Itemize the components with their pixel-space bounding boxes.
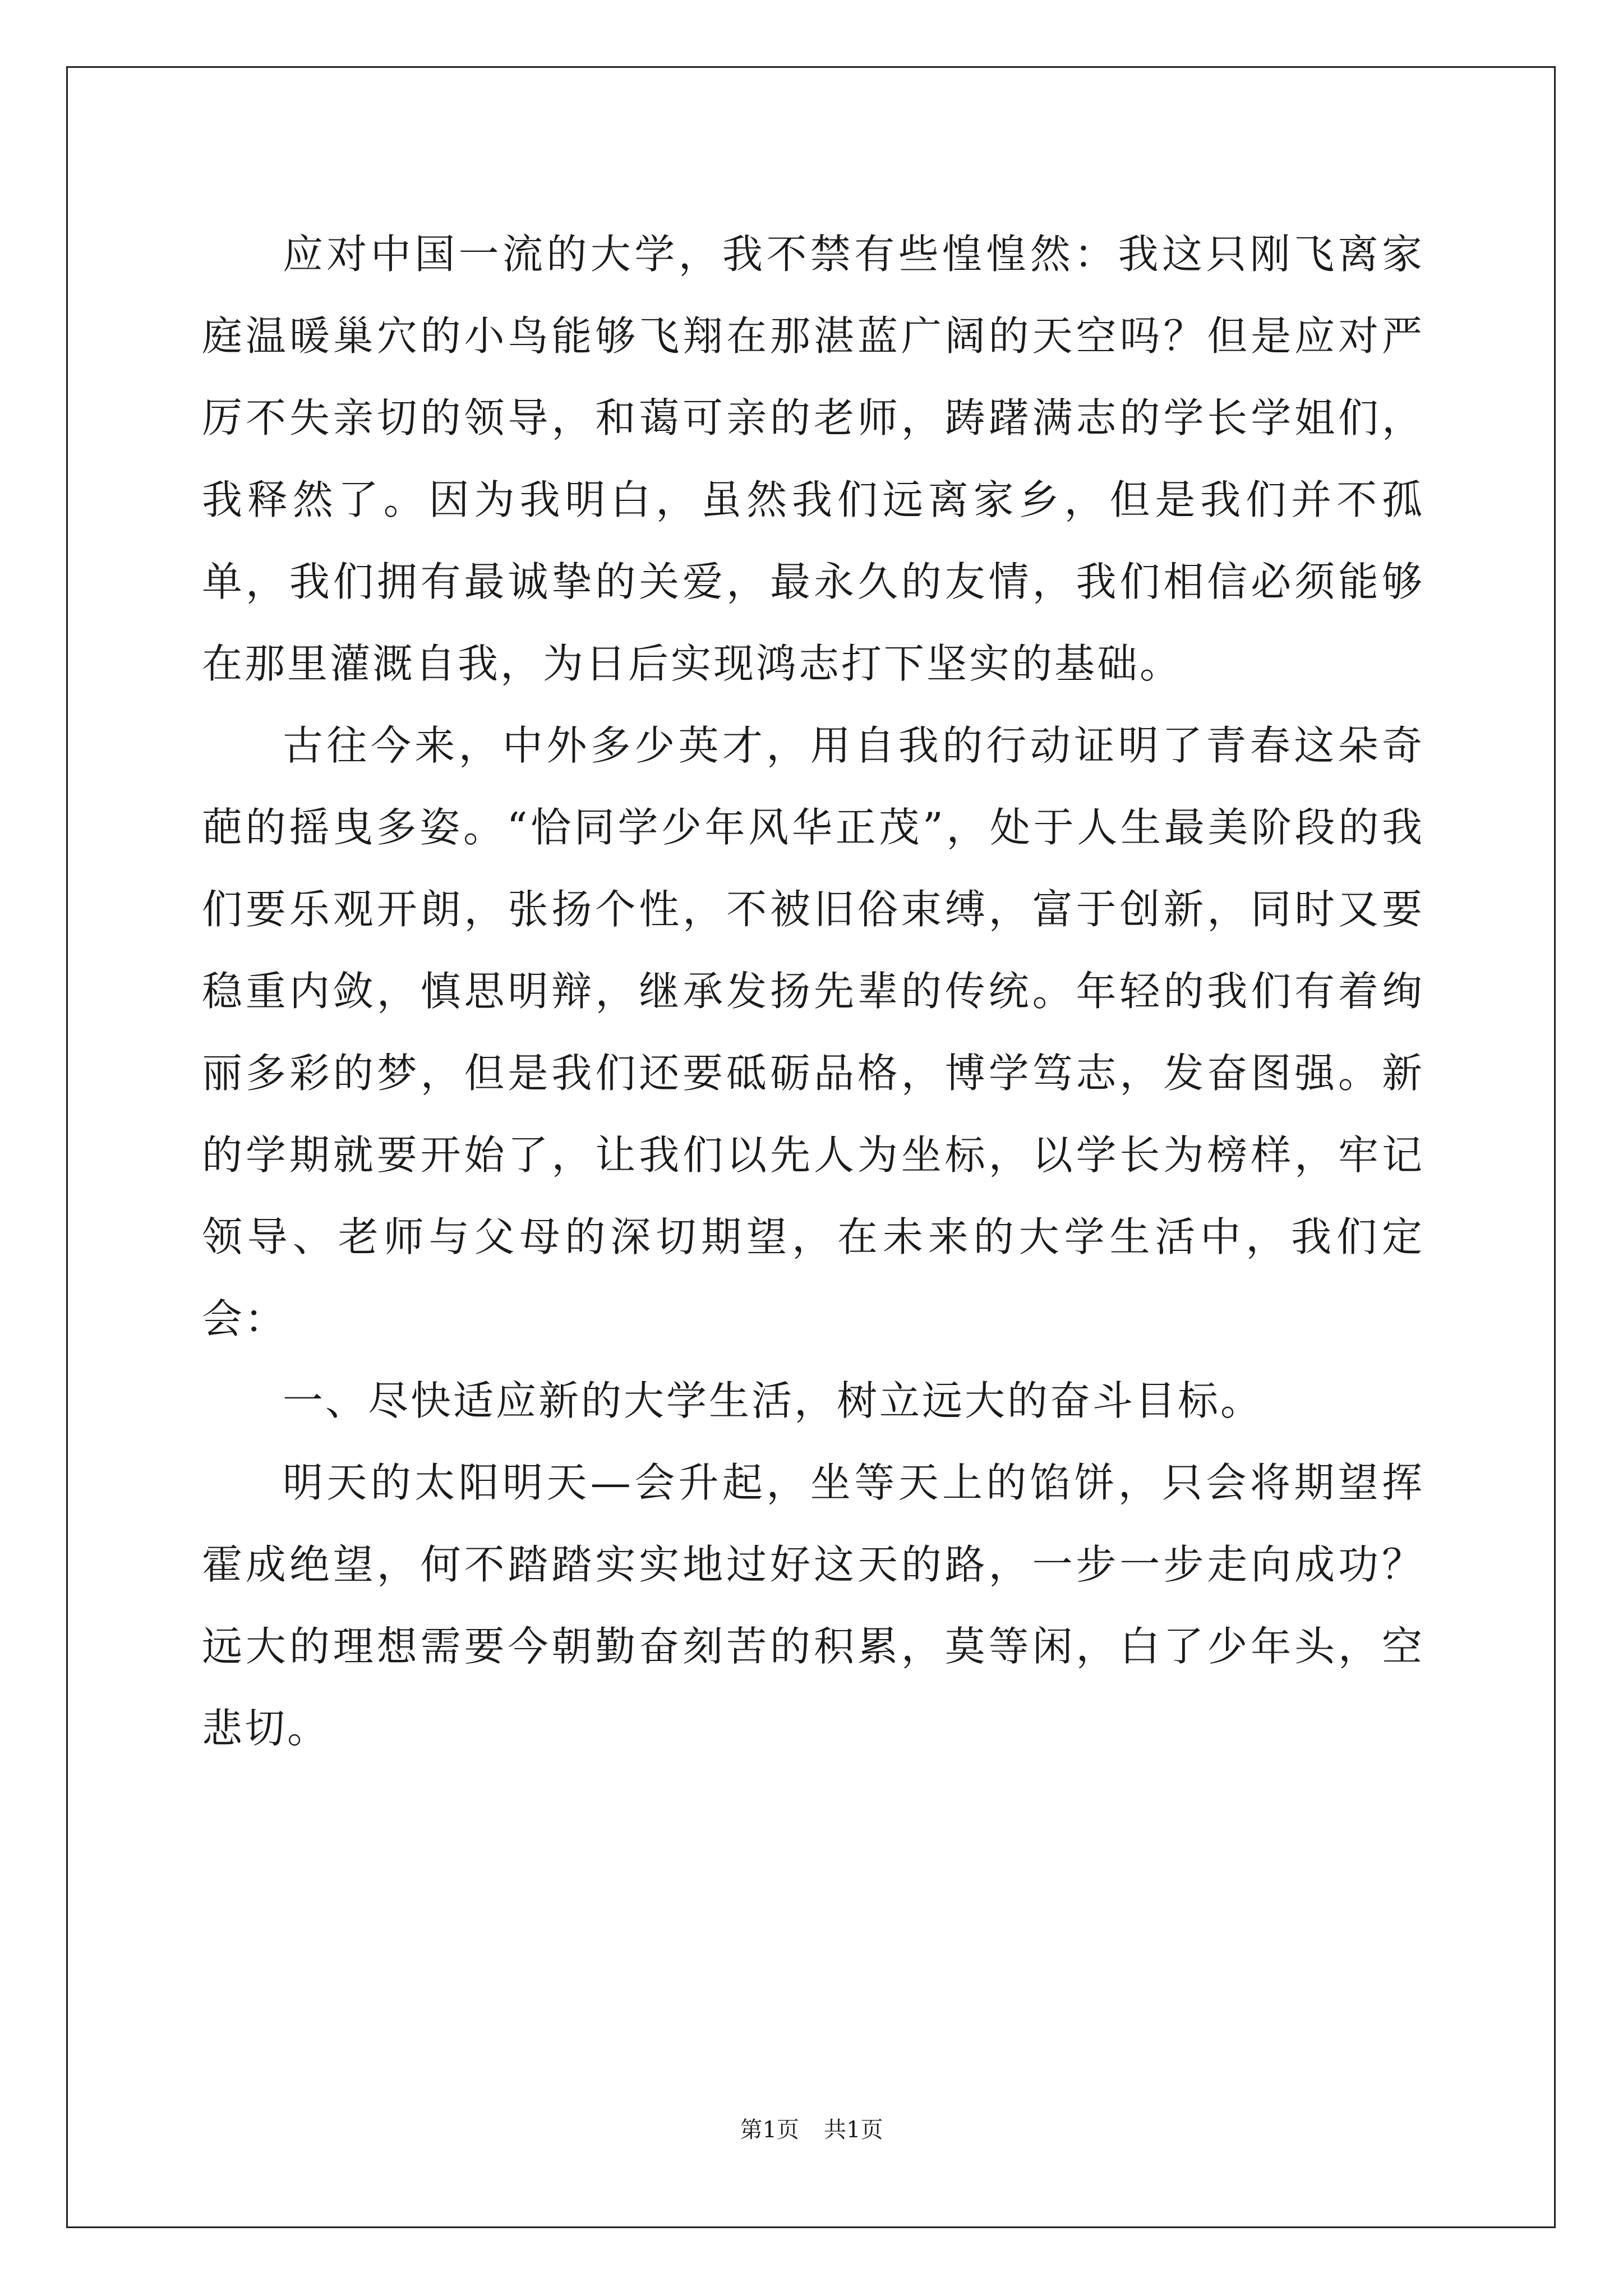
page-number: 第1页 xyxy=(740,2117,799,2143)
paragraph: 一、尽快适应新的大学生活，树立远大的奋斗目标。 xyxy=(283,1377,1264,1424)
paragraph: 应对中国一流的大学，我不禁有些惶惶然：我这只刚飞离家庭温暖巢穴的小鸟能够飞翔在那湛蓝广阔的天空吗？但是应对严厉不失亲切的领导，和蔼可亲的老师，踌躇满志的学长学姐们，我释然了。因为我明白，虽然我们远离家乡，但是我们并不孤单，我们拥有最诚挚的关爱，最永久的友情，我们相信必须能够在那里灌溉自我，为日后实现鸿志打下坚实的基础。 xyxy=(202,231,1424,687)
document-body xyxy=(202,213,1424,1769)
paragraph: 古往今来，中外多少英才，用自我的行动证明了青春这朵奇葩的摇曳多姿。“恰同学少年风华正茂”，处于人生最美阶段的我们要乐观开朗，张扬个性，不被旧俗束缚，富于创新，同时又要稳重内敛，慎思明辩，继承发扬先辈的传统。年轻的我们有着绚丽多彩的梦，但是我们还要砥砺品格，博学笃志，发奋图强。新的学期就要开始了，让我们以先人为坐标，以学长为榜样，牢记领导、老师与父母的深切期望，在未来的大学生活中，我们定会： xyxy=(202,722,1424,1342)
paragraph: 明天的太阳明天—会升起，坐等天上的馅饼，只会将期望挥霍成绝望，何不踏踏实实地过好这天的路，一步一步走向成功？远大的理想需要今朝勤奋刻苦的积累，莫等闲，白了少年头，空悲切。 xyxy=(202,1459,1424,1752)
page-footer xyxy=(0,2112,1623,2144)
page-total: 共1页 xyxy=(824,2117,883,2143)
